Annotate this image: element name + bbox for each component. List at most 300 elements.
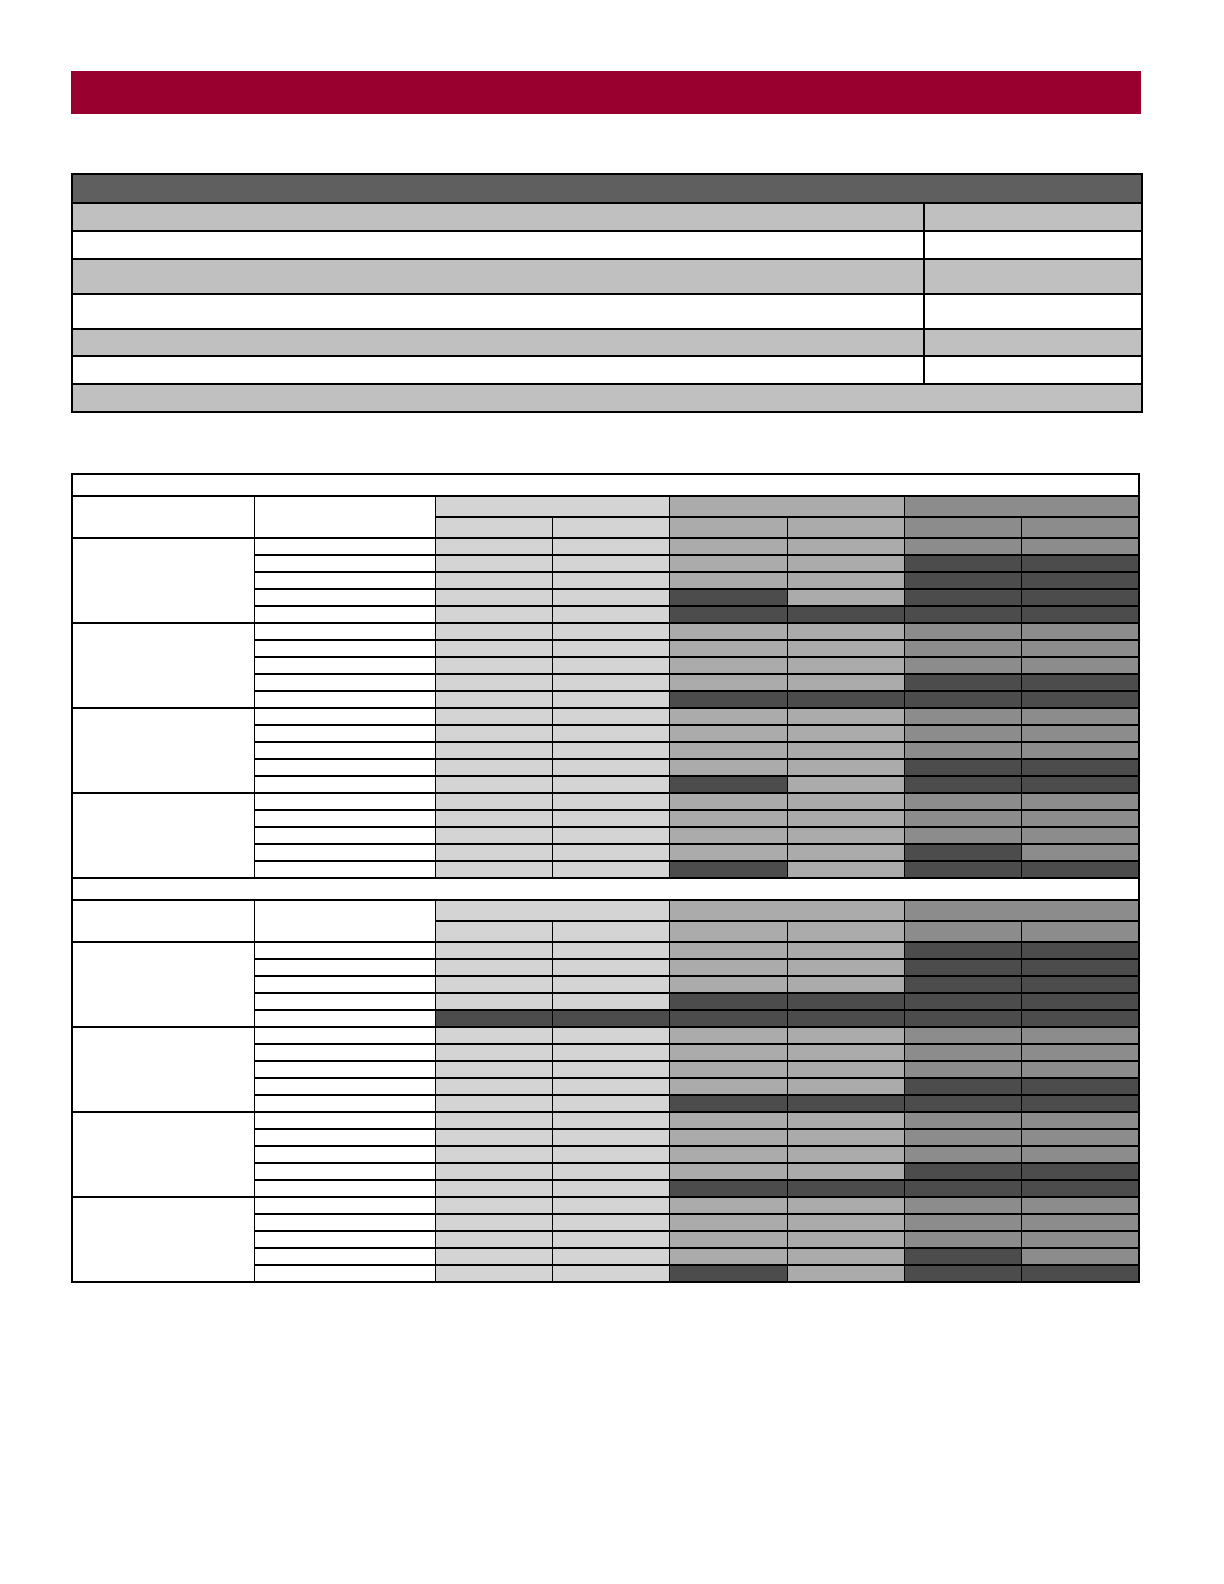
matrix-group-header-row [72, 900, 1139, 921]
matrix-level-cell [552, 1214, 669, 1231]
matrix-level-cell [788, 759, 905, 776]
matrix-level-cell [552, 993, 669, 1010]
matrix-level-cell [435, 810, 552, 827]
matrix-level-cell [905, 1180, 1022, 1197]
matrix-row-label-cell [254, 827, 435, 844]
matrix-sub-header-cell [435, 517, 552, 538]
matrix-corner-cell [254, 900, 435, 942]
matrix-level-cell [788, 623, 905, 640]
matrix-level-cell [552, 861, 669, 878]
summary-row [72, 259, 1142, 294]
matrix-level-cell [670, 538, 788, 555]
matrix-row-label-cell [254, 589, 435, 606]
matrix-group-header-cell [670, 496, 905, 517]
matrix-level-cell [905, 1044, 1022, 1061]
matrix-row-label-cell [254, 810, 435, 827]
matrix-level-cell [435, 759, 552, 776]
matrix-level-cell [905, 1248, 1022, 1265]
matrix-row-label-cell [254, 606, 435, 623]
matrix-level-cell [670, 759, 788, 776]
matrix-level-cell [788, 861, 905, 878]
summary-row [72, 294, 1142, 329]
matrix-block-label-cell [72, 793, 254, 878]
matrix-level-cell [1022, 993, 1139, 1010]
matrix-level-cell [788, 1044, 905, 1061]
matrix-level-cell [1022, 589, 1139, 606]
matrix-level-cell [1022, 959, 1139, 976]
matrix-row-label-cell [254, 1248, 435, 1265]
matrix-level-cell [788, 1112, 905, 1129]
matrix-level-cell [435, 959, 552, 976]
matrix-level-cell [670, 708, 788, 725]
matrix-row-label-cell [254, 1061, 435, 1078]
matrix-row-label-cell [254, 674, 435, 691]
matrix-level-cell [905, 606, 1022, 623]
matrix-level-cell [1022, 725, 1139, 742]
matrix-level-cell [552, 708, 669, 725]
matrix-level-cell [788, 1146, 905, 1163]
matrix-level-cell [670, 1214, 788, 1231]
matrix-level-cell [670, 1078, 788, 1095]
matrix-data-row [72, 708, 1139, 725]
matrix-level-cell [435, 776, 552, 793]
matrix-level-cell [435, 1061, 552, 1078]
matrix-level-cell [552, 776, 669, 793]
matrix-row-label-cell [254, 1180, 435, 1197]
matrix-level-cell [1022, 827, 1139, 844]
matrix-level-cell [905, 1078, 1022, 1095]
matrix-section-title-row [72, 474, 1139, 496]
matrix-level-cell [788, 691, 905, 708]
matrix-level-cell [670, 810, 788, 827]
matrix-level-cell [435, 1231, 552, 1248]
matrix-level-cell [552, 674, 669, 691]
matrix-level-cell [905, 691, 1022, 708]
matrix-level-cell [905, 942, 1022, 959]
matrix-level-cell [788, 1095, 905, 1112]
matrix-level-cell [905, 1265, 1022, 1282]
matrix-block-label-cell [72, 708, 254, 793]
matrix-level-cell [905, 589, 1022, 606]
matrix-level-cell [905, 776, 1022, 793]
matrix-level-cell [435, 1044, 552, 1061]
matrix-sub-header-cell [788, 517, 905, 538]
summary-label-cell [72, 203, 924, 231]
matrix-level-cell [1022, 1061, 1139, 1078]
matrix-level-cell [670, 1010, 788, 1027]
matrix-level-cell [552, 959, 669, 976]
matrix-level-cell [670, 959, 788, 976]
matrix-level-cell [788, 993, 905, 1010]
matrix-group-header-cell [670, 900, 905, 921]
matrix-row-label-cell [254, 538, 435, 555]
matrix-level-cell [670, 793, 788, 810]
matrix-sub-header-cell [905, 921, 1022, 942]
matrix-group-header-cell [905, 900, 1139, 921]
matrix-level-cell [670, 589, 788, 606]
matrix-level-cell [435, 993, 552, 1010]
summary-label-cell [72, 259, 924, 294]
matrix-level-cell [1022, 623, 1139, 640]
risk-matrix-body [72, 474, 1139, 1282]
matrix-level-cell [435, 1146, 552, 1163]
matrix-level-cell [1022, 810, 1139, 827]
matrix-level-cell [1022, 572, 1139, 589]
matrix-level-cell [435, 976, 552, 993]
matrix-level-cell [905, 959, 1022, 976]
matrix-level-cell [788, 1265, 905, 1282]
matrix-block-label-cell [72, 942, 254, 1027]
matrix-level-cell [1022, 555, 1139, 572]
matrix-row-label-cell [254, 708, 435, 725]
matrix-level-cell [670, 976, 788, 993]
matrix-block-label-cell [72, 623, 254, 708]
matrix-level-cell [905, 1027, 1022, 1044]
matrix-level-cell [905, 623, 1022, 640]
matrix-level-cell [670, 606, 788, 623]
matrix-level-cell [788, 827, 905, 844]
matrix-data-row [72, 1197, 1139, 1214]
matrix-level-cell [905, 810, 1022, 827]
matrix-level-cell [435, 708, 552, 725]
summary-value-cell [924, 203, 1142, 231]
matrix-level-cell [788, 1129, 905, 1146]
summary-value-cell [924, 329, 1142, 356]
matrix-level-cell [435, 555, 552, 572]
matrix-level-cell [1022, 1248, 1139, 1265]
matrix-level-cell [1022, 861, 1139, 878]
matrix-sub-header-cell [905, 517, 1022, 538]
matrix-block-label-cell [72, 538, 254, 623]
matrix-level-cell [788, 776, 905, 793]
matrix-level-cell [552, 1163, 669, 1180]
matrix-level-cell [670, 993, 788, 1010]
matrix-row-label-cell [254, 844, 435, 861]
matrix-row-label-cell [254, 759, 435, 776]
matrix-row-label-cell [254, 742, 435, 759]
matrix-row-label-cell [254, 1095, 435, 1112]
matrix-row-label-cell [254, 555, 435, 572]
matrix-level-cell [435, 1078, 552, 1095]
matrix-level-cell [670, 1044, 788, 1061]
matrix-level-cell [788, 538, 905, 555]
matrix-level-cell [552, 1027, 669, 1044]
matrix-level-cell [788, 976, 905, 993]
matrix-level-cell [552, 538, 669, 555]
matrix-level-cell [435, 640, 552, 657]
matrix-level-cell [905, 993, 1022, 1010]
matrix-data-row [72, 538, 1139, 555]
matrix-level-cell [552, 572, 669, 589]
matrix-row-label-cell [254, 942, 435, 959]
matrix-level-cell [552, 1180, 669, 1197]
matrix-level-cell [670, 1231, 788, 1248]
matrix-level-cell [670, 691, 788, 708]
matrix-level-cell [905, 538, 1022, 555]
matrix-level-cell [788, 1061, 905, 1078]
summary-table [71, 173, 1143, 413]
matrix-level-cell [552, 657, 669, 674]
matrix-level-cell [552, 1010, 669, 1027]
matrix-row-label-cell [254, 1112, 435, 1129]
matrix-sub-header-cell [1022, 517, 1139, 538]
matrix-level-cell [435, 606, 552, 623]
summary-footer-row [72, 384, 1142, 412]
matrix-row-label-cell [254, 572, 435, 589]
matrix-row-label-cell [254, 993, 435, 1010]
matrix-level-cell [670, 1146, 788, 1163]
matrix-group-header-row [72, 496, 1139, 517]
matrix-row-label-cell [254, 1265, 435, 1282]
matrix-row-label-cell [254, 793, 435, 810]
matrix-level-cell [788, 606, 905, 623]
matrix-level-cell [788, 1180, 905, 1197]
matrix-level-cell [552, 623, 669, 640]
matrix-level-cell [670, 674, 788, 691]
matrix-corner-cell [254, 496, 435, 538]
matrix-level-cell [788, 810, 905, 827]
summary-value-cell [924, 294, 1142, 329]
matrix-data-row [72, 1112, 1139, 1129]
matrix-row-label-cell [254, 1163, 435, 1180]
matrix-corner-cell [72, 900, 254, 942]
matrix-level-cell [670, 1248, 788, 1265]
matrix-row-label-cell [254, 657, 435, 674]
matrix-level-cell [905, 827, 1022, 844]
matrix-corner-cell [72, 496, 254, 538]
matrix-level-cell [552, 844, 669, 861]
matrix-level-cell [670, 1027, 788, 1044]
matrix-level-cell [905, 844, 1022, 861]
matrix-level-cell [1022, 1163, 1139, 1180]
matrix-level-cell [435, 538, 552, 555]
matrix-level-cell [435, 1163, 552, 1180]
matrix-level-cell [788, 1214, 905, 1231]
matrix-level-cell [670, 555, 788, 572]
matrix-level-cell [788, 725, 905, 742]
matrix-level-cell [670, 942, 788, 959]
matrix-level-cell [435, 1248, 552, 1265]
matrix-level-cell [905, 1061, 1022, 1078]
matrix-block-label-cell [72, 1112, 254, 1197]
matrix-level-cell [1022, 1214, 1139, 1231]
matrix-level-cell [1022, 1146, 1139, 1163]
matrix-level-cell [435, 742, 552, 759]
summary-value-cell [924, 356, 1142, 384]
matrix-block-label-cell [72, 1027, 254, 1112]
matrix-level-cell [670, 640, 788, 657]
matrix-level-cell [1022, 691, 1139, 708]
matrix-sub-header-cell [435, 921, 552, 942]
matrix-level-cell [670, 827, 788, 844]
matrix-level-cell [905, 674, 1022, 691]
matrix-level-cell [1022, 657, 1139, 674]
matrix-level-cell [435, 1265, 552, 1282]
matrix-level-cell [1022, 1027, 1139, 1044]
matrix-level-cell [1022, 1129, 1139, 1146]
matrix-group-header-cell [435, 496, 669, 517]
matrix-level-cell [905, 1197, 1022, 1214]
matrix-level-cell [905, 742, 1022, 759]
matrix-level-cell [552, 606, 669, 623]
matrix-level-cell [1022, 674, 1139, 691]
matrix-level-cell [788, 555, 905, 572]
matrix-row-label-cell [254, 640, 435, 657]
matrix-level-cell [788, 793, 905, 810]
matrix-level-cell [1022, 1265, 1139, 1282]
matrix-level-cell [1022, 708, 1139, 725]
matrix-level-cell [552, 589, 669, 606]
matrix-level-cell [435, 844, 552, 861]
matrix-level-cell [552, 793, 669, 810]
matrix-level-cell [552, 1078, 669, 1095]
matrix-sub-header-cell [788, 921, 905, 942]
summary-title-row [72, 174, 1142, 203]
matrix-level-cell [552, 742, 669, 759]
matrix-level-cell [788, 1163, 905, 1180]
matrix-level-cell [905, 1231, 1022, 1248]
matrix-level-cell [905, 572, 1022, 589]
matrix-level-cell [670, 657, 788, 674]
matrix-level-cell [1022, 1044, 1139, 1061]
matrix-level-cell [905, 1010, 1022, 1027]
matrix-level-cell [670, 623, 788, 640]
matrix-level-cell [552, 759, 669, 776]
matrix-level-cell [552, 1231, 669, 1248]
matrix-section-title-row [72, 878, 1139, 900]
matrix-level-cell [552, 1112, 669, 1129]
matrix-level-cell [435, 657, 552, 674]
matrix-level-cell [905, 1146, 1022, 1163]
matrix-level-cell [670, 1163, 788, 1180]
matrix-sub-header-cell [670, 921, 788, 942]
matrix-level-cell [1022, 1010, 1139, 1027]
matrix-level-cell [788, 844, 905, 861]
matrix-level-cell [670, 1180, 788, 1197]
matrix-section-title-cell [72, 878, 1139, 900]
summary-row [72, 329, 1142, 356]
matrix-level-cell [435, 1129, 552, 1146]
matrix-level-cell [552, 725, 669, 742]
matrix-level-cell [788, 572, 905, 589]
matrix-level-cell [1022, 776, 1139, 793]
matrix-level-cell [552, 1129, 669, 1146]
matrix-row-label-cell [254, 959, 435, 976]
matrix-level-cell [552, 691, 669, 708]
matrix-section-title-cell [72, 474, 1139, 496]
matrix-row-label-cell [254, 725, 435, 742]
matrix-level-cell [435, 793, 552, 810]
summary-row [72, 356, 1142, 384]
matrix-group-header-cell [905, 496, 1139, 517]
matrix-data-row [72, 793, 1139, 810]
matrix-row-label-cell [254, 1231, 435, 1248]
matrix-level-cell [435, 1214, 552, 1231]
matrix-level-cell [1022, 1197, 1139, 1214]
matrix-level-cell [670, 1197, 788, 1214]
matrix-level-cell [435, 589, 552, 606]
matrix-level-cell [670, 1061, 788, 1078]
matrix-level-cell [670, 725, 788, 742]
matrix-level-cell [1022, 538, 1139, 555]
matrix-row-label-cell [254, 1214, 435, 1231]
matrix-level-cell [552, 1044, 669, 1061]
matrix-level-cell [435, 861, 552, 878]
matrix-level-cell [670, 776, 788, 793]
matrix-level-cell [552, 1197, 669, 1214]
matrix-block-label-cell [72, 1197, 254, 1282]
matrix-level-cell [905, 793, 1022, 810]
matrix-level-cell [435, 572, 552, 589]
matrix-level-cell [435, 725, 552, 742]
matrix-level-cell [788, 1197, 905, 1214]
matrix-level-cell [788, 1231, 905, 1248]
matrix-level-cell [788, 589, 905, 606]
matrix-row-label-cell [254, 1027, 435, 1044]
matrix-row-label-cell [254, 1010, 435, 1027]
matrix-level-cell [552, 640, 669, 657]
matrix-level-cell [905, 1095, 1022, 1112]
matrix-level-cell [435, 1197, 552, 1214]
matrix-level-cell [552, 1061, 669, 1078]
matrix-row-label-cell [254, 691, 435, 708]
matrix-data-row [72, 1027, 1139, 1044]
matrix-level-cell [552, 1248, 669, 1265]
summary-row [72, 203, 1142, 231]
matrix-sub-header-cell [1022, 921, 1139, 942]
matrix-level-cell [435, 1010, 552, 1027]
summary-row [72, 231, 1142, 259]
matrix-level-cell [435, 827, 552, 844]
matrix-level-cell [552, 555, 669, 572]
matrix-level-cell [788, 942, 905, 959]
matrix-level-cell [435, 1180, 552, 1197]
matrix-level-cell [905, 976, 1022, 993]
matrix-level-cell [552, 810, 669, 827]
matrix-level-cell [670, 1095, 788, 1112]
matrix-level-cell [1022, 759, 1139, 776]
summary-value-cell [924, 259, 1142, 294]
matrix-sub-header-cell [670, 517, 788, 538]
matrix-sub-header-cell [552, 921, 669, 942]
matrix-level-cell [552, 976, 669, 993]
matrix-level-cell [670, 861, 788, 878]
matrix-level-cell [788, 1027, 905, 1044]
matrix-row-label-cell [254, 976, 435, 993]
matrix-row-label-cell [254, 1078, 435, 1095]
summary-value-cell [924, 231, 1142, 259]
matrix-level-cell [435, 1027, 552, 1044]
matrix-level-cell [788, 1248, 905, 1265]
matrix-row-label-cell [254, 1146, 435, 1163]
matrix-level-cell [670, 1112, 788, 1129]
summary-label-cell [72, 356, 924, 384]
matrix-level-cell [788, 674, 905, 691]
matrix-row-label-cell [254, 776, 435, 793]
matrix-level-cell [670, 1129, 788, 1146]
summary-footer-cell [72, 384, 1142, 412]
matrix-level-cell [435, 674, 552, 691]
summary-label-cell [72, 329, 924, 356]
matrix-level-cell [435, 691, 552, 708]
matrix-level-cell [905, 1163, 1022, 1180]
matrix-level-cell [552, 1095, 669, 1112]
matrix-level-cell [905, 725, 1022, 742]
matrix-level-cell [1022, 793, 1139, 810]
header-banner [71, 71, 1141, 114]
risk-matrix-table [71, 473, 1140, 1283]
matrix-level-cell [788, 742, 905, 759]
